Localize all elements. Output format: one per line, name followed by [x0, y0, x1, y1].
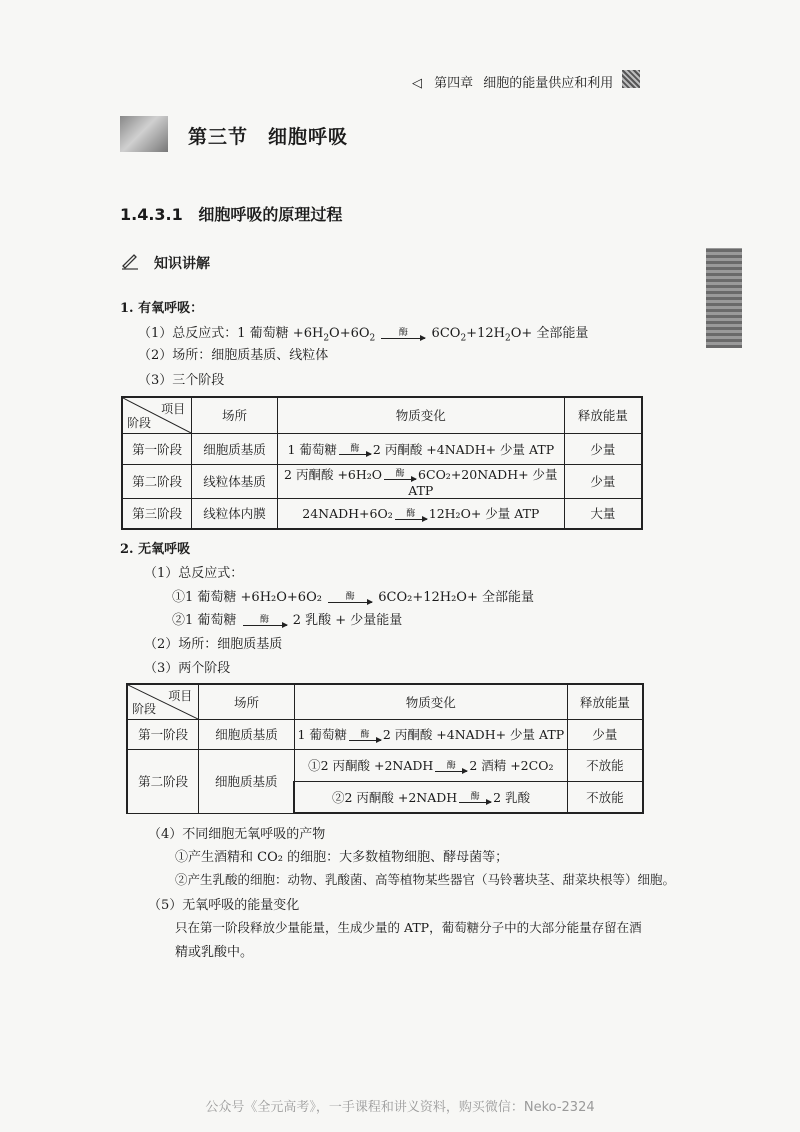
aerobic-heading: 1. 有氧呼吸：	[120, 301, 204, 316]
reaction-arrow: 酶	[395, 510, 427, 520]
header-change: 物质变化	[294, 684, 567, 719]
chapter-side-tab	[706, 248, 742, 348]
header-place: 场所	[199, 684, 295, 719]
header-chapter: 第四章	[434, 76, 474, 91]
anaerobic-equation-2: ②1 葡萄糖 酶 2 乳酸 + 少量能量	[172, 613, 403, 628]
footer-watermark: 公众号《全元高考》，一手课程和讲义资料，购买微信：Neko-2324	[205, 1100, 595, 1115]
subsection-heading	[120, 202, 342, 225]
anaerobic-stages-label: （3）两个阶段	[144, 661, 231, 676]
table-row: 第二阶段 线粒体基质 2 丙酮酸 +6H₂O 酶 6CO₂+20NADH+ 少量 ATP 少量	[122, 464, 642, 498]
table-row: 第一阶段 细胞质基质 1 葡萄糖 酶 2 丙酮酸 +4NADH+ 少量 ATP 少量	[122, 433, 642, 464]
aerobic-place: （2）场所：细胞质基质、线粒体	[138, 348, 329, 363]
section-ribbon-icon	[120, 116, 168, 152]
energy-line-1: 只在第一阶段释放少量能量，生成少量的 ATP，葡萄糖分子中的大部分能量存留在酒	[175, 920, 642, 935]
anaerobic-eq-label: （1）总反应式：	[144, 566, 244, 581]
section-title: 第三节 细胞呼吸	[188, 126, 349, 148]
anaerobic-equation-1: ①1 葡萄糖 +6H₂O+6O₂ 酶 6CO₂+12H₂O+ 全部能量	[172, 590, 534, 605]
table-row: 第二阶段 细胞质基质 ①2 丙酮酸 +2NADH 酶 2 酒精 +2CO₂ 不放能	[127, 749, 643, 781]
reaction-arrow: 酶	[349, 731, 381, 741]
table-row: 第三阶段 线粒体内膜 24NADH+6O₂ 酶 12H₂O+ 少量 ATP 大量	[122, 498, 642, 529]
reaction-arrow: 酶	[435, 762, 467, 772]
reaction-arrow: 酶	[243, 616, 287, 626]
header-energy: 释放能量	[564, 397, 642, 433]
aerobic-stage-table	[121, 396, 643, 530]
table-row: ②2 丙酮酸 +2NADH 酶 2 乳酸 不放能	[127, 781, 643, 813]
knowledge-title: 知识讲解	[154, 256, 210, 272]
table-row: 第一阶段 细胞质基质 1 葡萄糖 酶 2 丙酮酸 +4NADH+ 少量 ATP 少量	[127, 719, 643, 749]
subsection-title: 细胞呼吸的原理过程	[198, 205, 343, 224]
aerobic-stages-label: （3）三个阶段	[138, 373, 225, 388]
running-header	[412, 72, 613, 91]
subsection-number: 1.4.3.1	[120, 205, 183, 224]
table-header-diagonal: 项目 阶段	[127, 684, 199, 719]
energy-line-2: 精或乳酸中。	[175, 945, 254, 960]
header-place: 场所	[192, 397, 278, 433]
anaerobic-place: （2）场所：细胞质基质	[144, 637, 283, 652]
header-chapter-title: 细胞的能量供应和利用	[483, 76, 614, 91]
pencil-icon	[120, 250, 140, 270]
table-header-diagonal: 项目 阶段	[122, 397, 192, 433]
anaerobic-heading: 2. 无氧呼吸	[120, 542, 191, 557]
anaerobic-stage-table	[126, 683, 644, 814]
energy-title: （5）无氧呼吸的能量变化	[148, 898, 300, 913]
reaction-arrow: 酶	[339, 445, 371, 455]
header-decoration-icon	[622, 70, 640, 88]
product-1: ①产生酒精和 CO₂ 的细胞：大多数植物细胞、酵母菌等；	[175, 850, 509, 865]
header-change: 物质变化	[277, 397, 564, 433]
products-title: （4）不同细胞无氧呼吸的产物	[148, 827, 326, 842]
reaction-arrow: 酶	[328, 593, 372, 603]
header-arrow-icon: ◁	[412, 76, 422, 91]
header-energy: 释放能量	[567, 684, 643, 719]
reaction-arrow: 酶	[384, 470, 416, 480]
reaction-arrow: 酶	[459, 793, 491, 803]
aerobic-equation: （1）总反应式：1 葡萄糖 $+6H_2O+6O_2$ 酶 $6CO_2+12H_2O+$ 全部能量	[138, 326, 589, 344]
reaction-arrow: 酶	[381, 329, 425, 339]
product-2: ②产生乳酸的细胞：动物、乳酸菌、高等植物某些器官（马铃薯块茎、甜菜块根等）细胞。	[175, 872, 676, 887]
